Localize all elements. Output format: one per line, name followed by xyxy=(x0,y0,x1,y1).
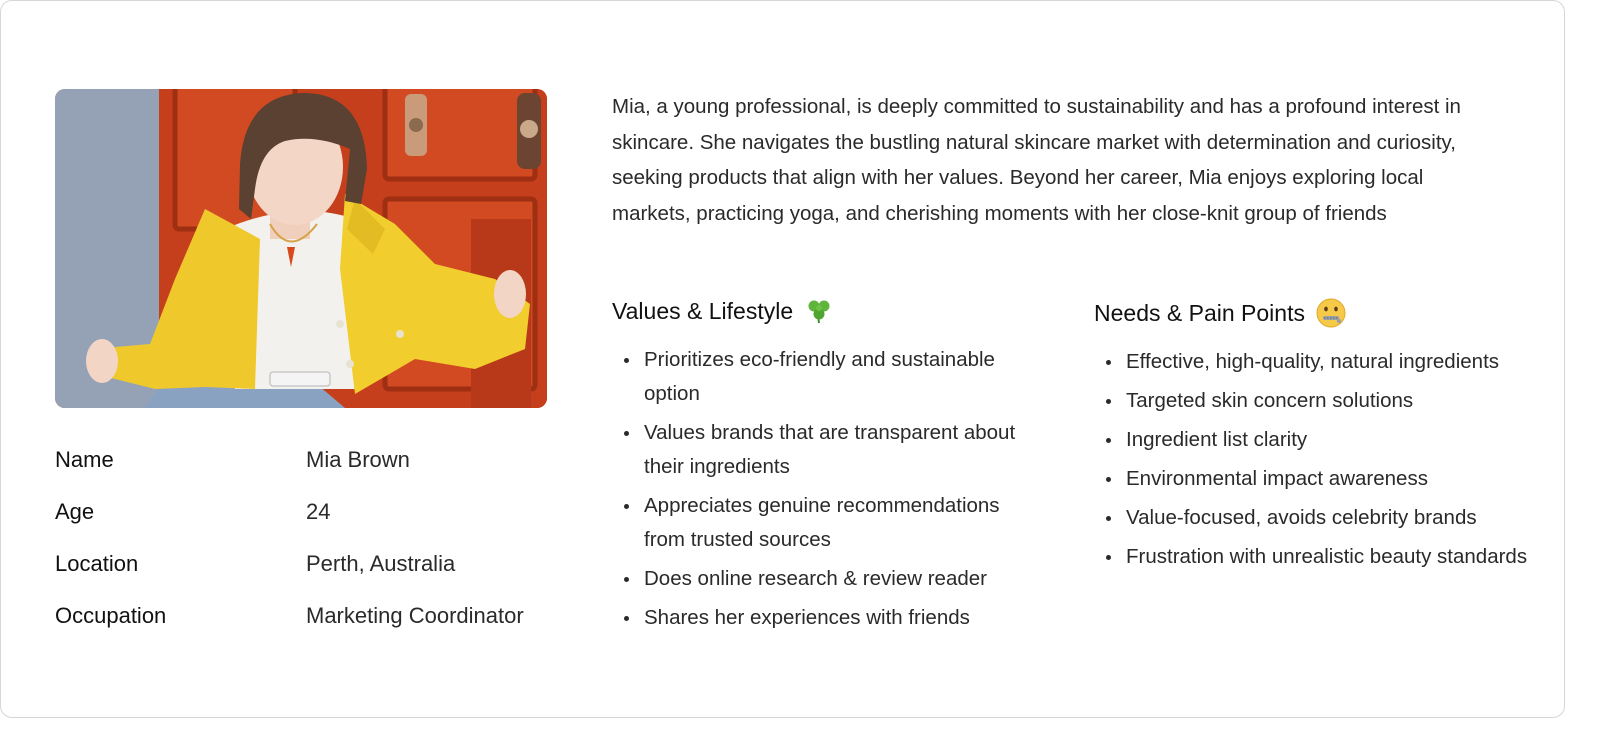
list-item-text: Values brands that are transparent about their ingredients xyxy=(644,421,1016,478)
info-value: Mia Brown xyxy=(306,447,410,472)
needs-pain-points-section xyxy=(1094,295,1534,579)
list-item xyxy=(612,416,1042,484)
list-item-text: Frustration with unrealistic beauty standards xyxy=(1126,545,1528,568)
needs-pain-points-list xyxy=(1094,345,1534,574)
persona-photo xyxy=(55,89,547,408)
shamrock-icon xyxy=(803,295,835,327)
list-item xyxy=(612,343,1042,411)
list-item-text: Ingredient list clarity xyxy=(1126,428,1308,451)
values-lifestyle-list xyxy=(612,343,1042,635)
info-label: Location xyxy=(55,551,139,576)
zipper-mouth-face-icon xyxy=(1315,297,1347,329)
info-row-age xyxy=(55,491,575,543)
list-item-text: Appreciates genuine recommendations from trusted sources xyxy=(644,494,1000,551)
info-row-location xyxy=(55,543,575,595)
list-item xyxy=(1094,462,1534,496)
section-title: Needs & Pain Points xyxy=(1094,299,1305,326)
values-lifestyle-heading xyxy=(612,293,1042,329)
values-lifestyle-section xyxy=(612,293,1042,640)
needs-pain-points-heading xyxy=(1094,295,1534,331)
list-item xyxy=(1094,423,1534,457)
list-item xyxy=(612,489,1042,557)
list-item-text: Environmental impact awareness xyxy=(1126,467,1428,490)
list-item xyxy=(612,601,1042,635)
list-item-text: Effective, high-quality, natural ingredients xyxy=(1126,350,1500,373)
list-item-text: Prioritizes eco-friendly and sustainable option xyxy=(644,348,995,405)
info-label: Occupation xyxy=(55,603,167,628)
list-item-text: Targeted skin concern solutions xyxy=(1126,389,1414,412)
list-item xyxy=(1094,345,1534,379)
info-value: Perth, Australia xyxy=(306,551,456,576)
persona-bio: Mia, a young professional, is deeply committed to sustainability and has a profound interest in skincare. She navigates the bustling natural skincare market with determination and curiosity, seeking products that align with her values. Beyond her career, Mia enjoys exploring local markets, practicing yoga, and cherishing moments with her close-knit group of friends xyxy=(612,95,1461,225)
list-item-text: Does online research & review reader xyxy=(644,567,987,590)
persona-photo-illustration xyxy=(55,89,547,408)
list-item-text: Value-focused, avoids celebrity brands xyxy=(1126,506,1477,529)
persona-info-table xyxy=(55,439,575,647)
info-value: Marketing Coordinator xyxy=(306,603,524,628)
info-value: 24 xyxy=(306,499,331,524)
list-item xyxy=(1094,501,1534,535)
section-title: Values & Lifestyle xyxy=(612,297,794,324)
list-item xyxy=(1094,384,1534,418)
info-label: Age xyxy=(55,499,95,524)
info-label: Name xyxy=(55,447,114,472)
list-item-text: Shares her experiences with friends xyxy=(644,606,970,629)
list-item xyxy=(612,562,1042,596)
info-row-occupation xyxy=(55,595,575,647)
list-item xyxy=(1094,540,1534,574)
info-row-name xyxy=(55,439,575,491)
